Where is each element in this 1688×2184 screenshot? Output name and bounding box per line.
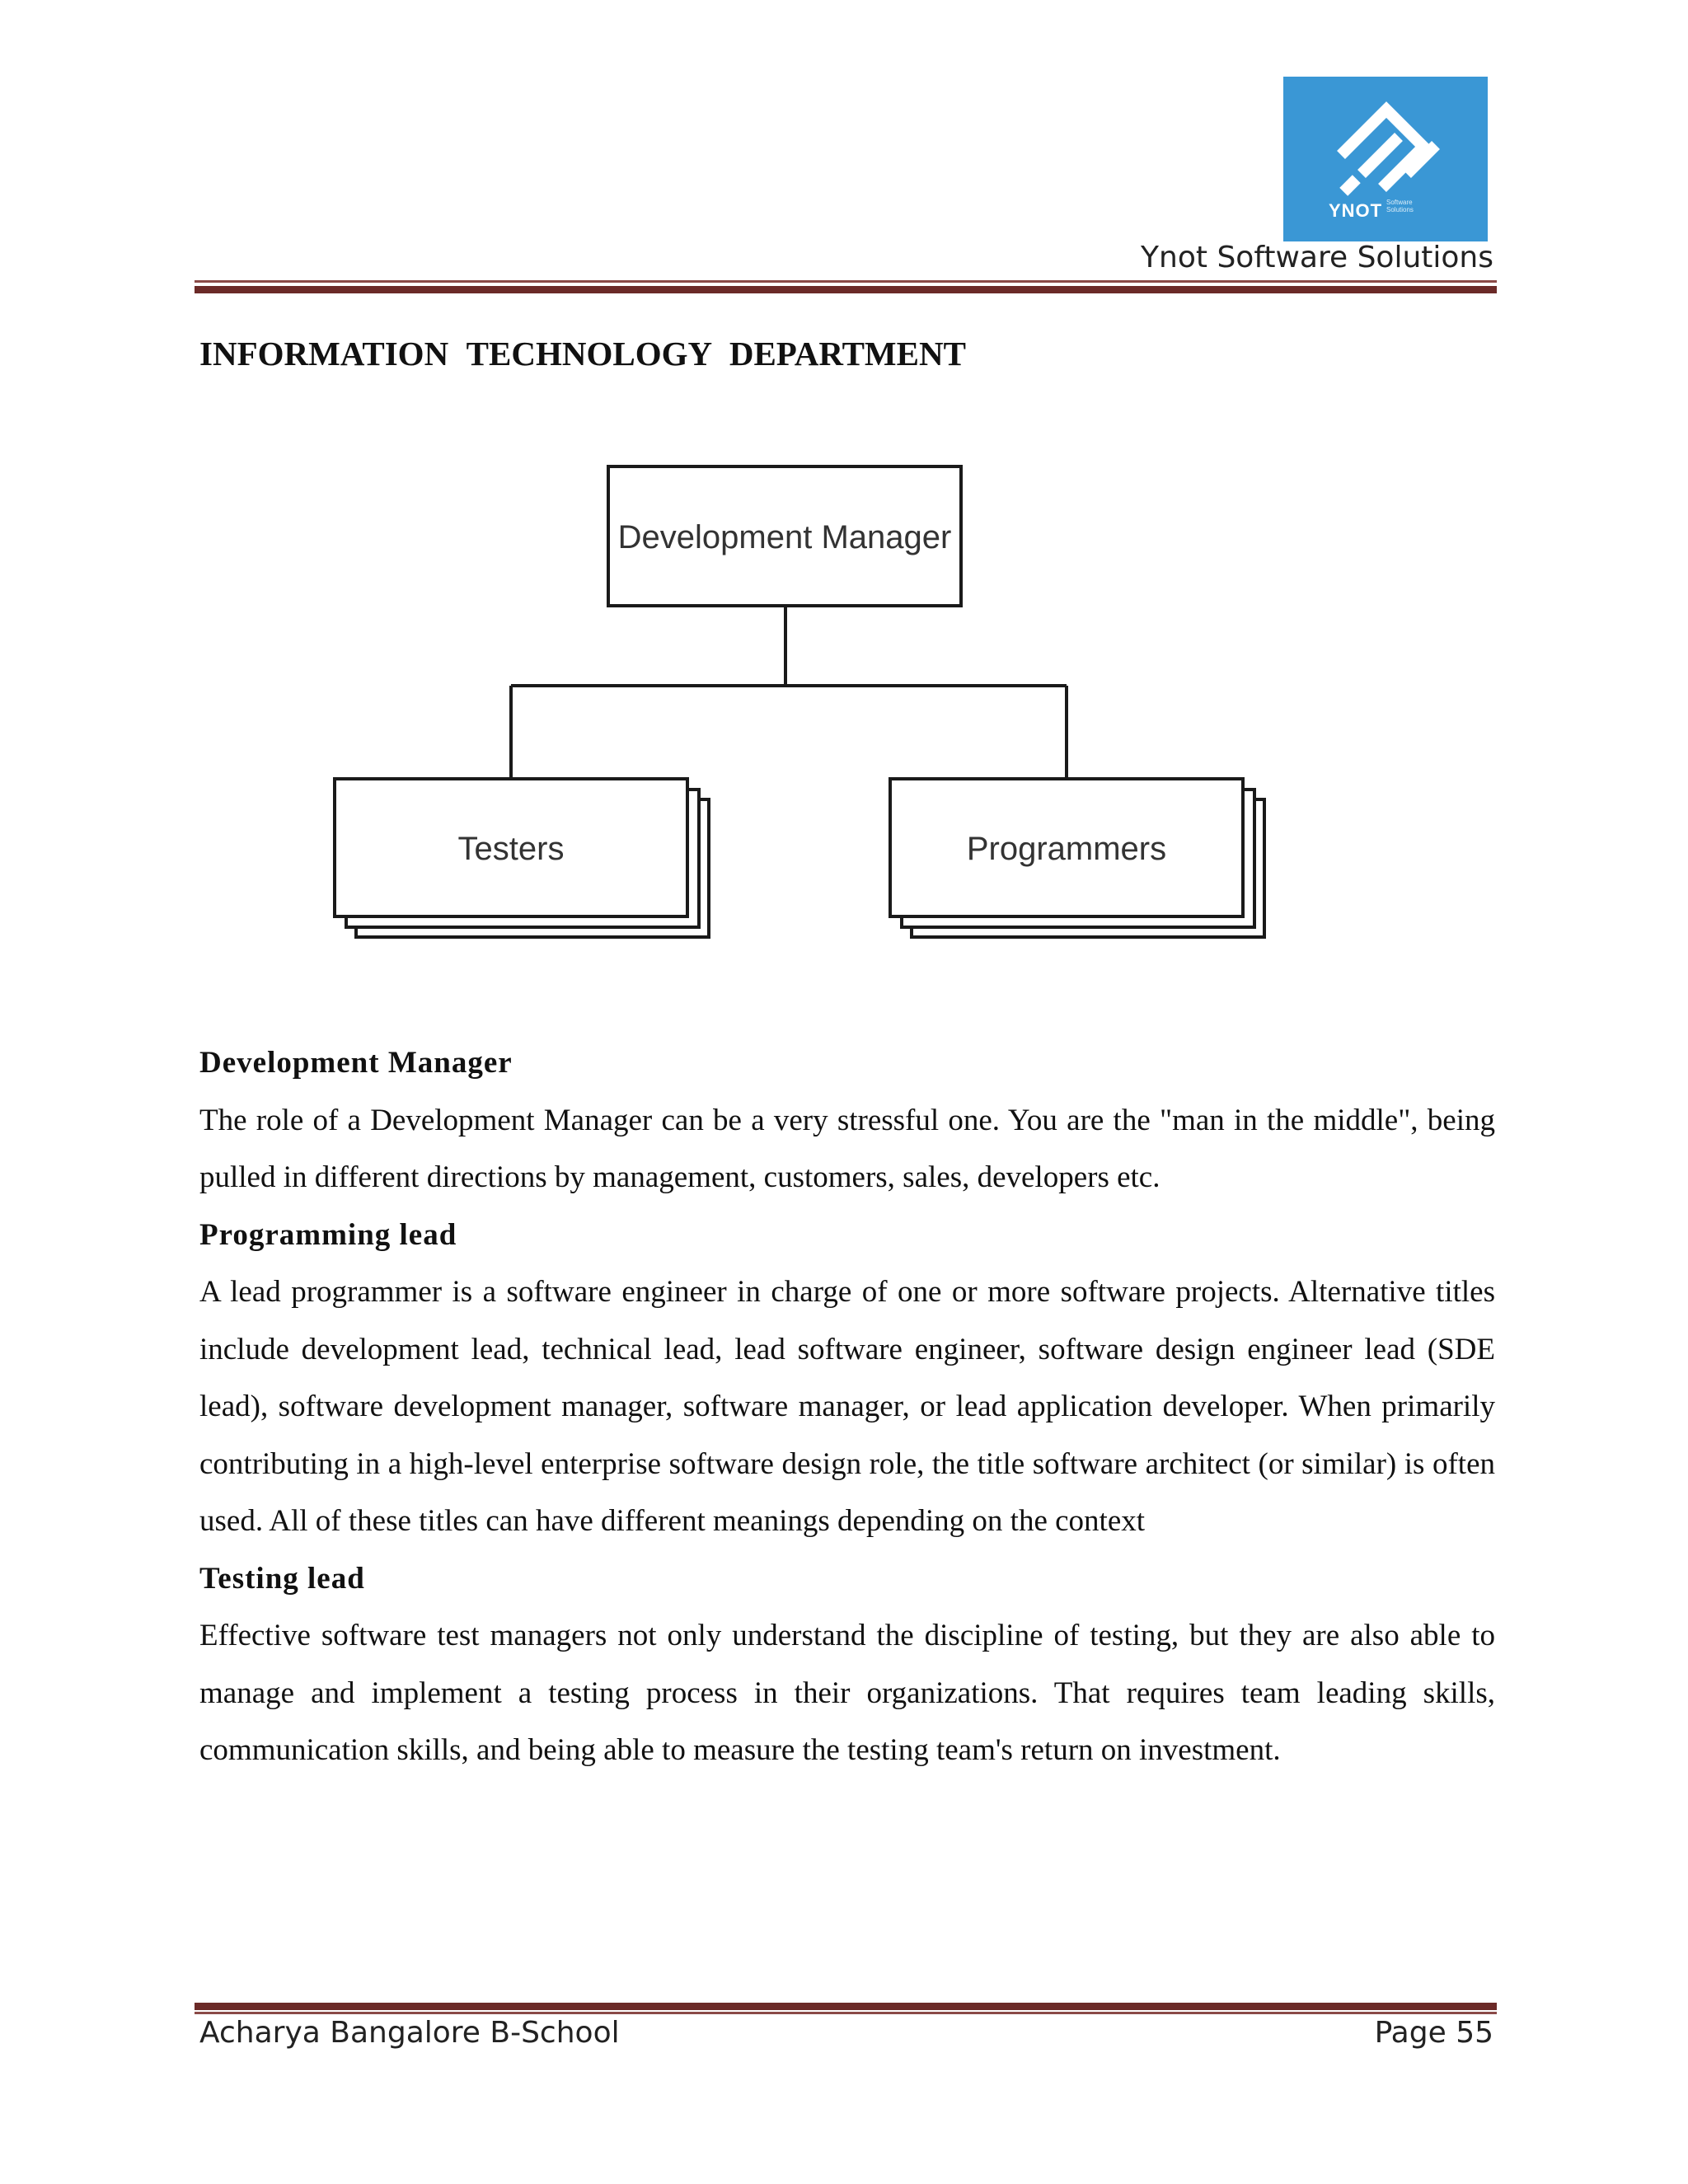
- section-title-development-manager: Development Manager: [199, 1046, 513, 1080]
- footer-school: Acharya Bangalore B-School: [199, 2016, 620, 2050]
- header-rule-thin: [195, 280, 1497, 283]
- section-title-programming-lead: Programming lead: [199, 1217, 457, 1252]
- section-text-development-manager: The role of a Development Manager can be a very stressful one. You are the "man in the middle", being pulled in different directions by management, customers, sales, developers etc.: [199, 1103, 1495, 1194]
- header-rule: [195, 286, 1497, 293]
- section-text-testing-lead: Effective software test managers not only understand the discipline of testing, but they are also able to manage and implement a testing process in their organizations. That requires team leading skills, communication skills, and being able to measure the testing team's return on investment.: [199, 1619, 1495, 1767]
- logo-tagline: Software Solutions: [1386, 199, 1414, 213]
- org-root-label: Development Manager: [617, 519, 952, 555]
- logo-text: YNOT: [1329, 200, 1383, 221]
- footer-rule: [195, 2003, 1497, 2010]
- section-title-testing-lead: Testing lead: [199, 1561, 365, 1596]
- footer-rule-thin: [195, 2012, 1497, 2014]
- ynot-logo-icon: [1283, 77, 1488, 241]
- page-title: INFORMATION TECHNOLOGY DEPARTMENT: [199, 335, 966, 373]
- company-name: Ynot Software Solutions: [1141, 241, 1493, 274]
- section-text-programming-lead: A lead programmer is a software engineer in charge of one or more software projects. Alternative titles include development lead, technical lead, lead software engineer, software design engineer lead (SDE lead), software development manager, software manager, or lead application developer. When primarily contributing in a high-level enterprise software design role, the title software architect (or similar) is often used. All of these titles can have different meanings depending on the context: [199, 1275, 1495, 1538]
- org-chart: [313, 449, 1286, 977]
- page-number: Page 55: [1374, 2016, 1493, 2050]
- org-testers-label: Testers: [457, 831, 565, 867]
- body-content: [199, 1034, 1495, 1779]
- org-programmers-label: Programmers: [966, 831, 1167, 867]
- company-logo: [1283, 77, 1488, 241]
